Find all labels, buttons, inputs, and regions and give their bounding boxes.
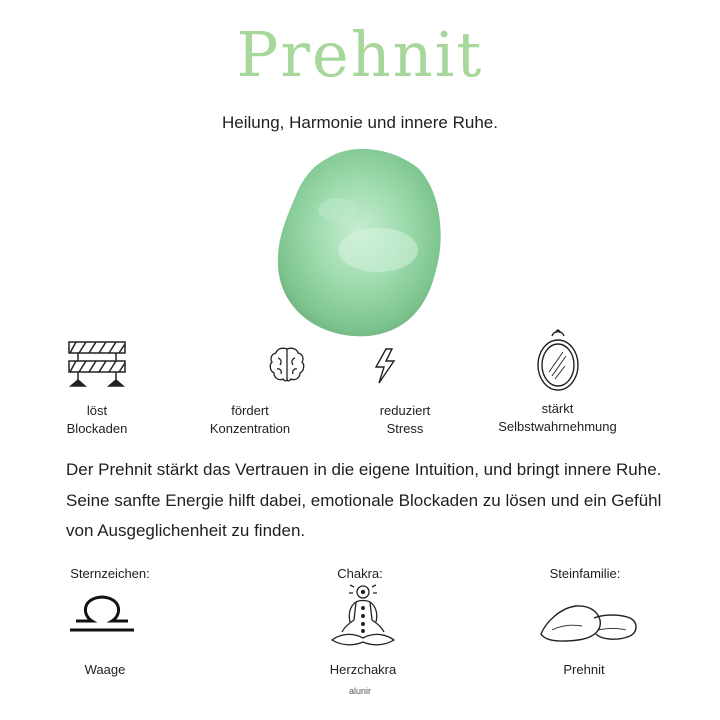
benefit-label: stärkt Selbstwahrnehmung — [498, 401, 617, 434]
mirror-icon — [535, 328, 581, 392]
brand-logo: alunir — [348, 686, 371, 696]
meditation-icon — [326, 584, 400, 654]
description-text: Der Prehnit stärkt das Vertrauen in die eigene Intuition, und bringt innere Ruhe. Seine sanfte Energie hilft dabei, emotionale Blockaden zu lösen und ein Gefühl von Ausgeglichenheit zu finden. — [66, 460, 662, 540]
stone-family-value: Prehnit — [563, 662, 605, 677]
zodiac-value: Waage — [84, 662, 126, 677]
prehnit-stone-image — [268, 140, 448, 340]
chakra-heading: Chakra: — [337, 566, 383, 581]
barrier-icon — [66, 340, 128, 388]
lightning-icon — [372, 348, 398, 384]
brain-icon — [268, 346, 306, 384]
page-title: Prehnit — [236, 18, 484, 91]
benefit-label: reduziert Stress — [379, 403, 431, 436]
libra-icon — [68, 590, 136, 634]
zodiac-heading: Sternzeichen: — [70, 566, 150, 581]
benefit-label: fördert Konzentration — [209, 403, 291, 436]
benefit-label: löst Blockaden — [66, 403, 128, 436]
chakra-value: Herzchakra — [329, 662, 397, 677]
stone-family-heading: Steinfamilie: — [549, 566, 621, 581]
stone-outline-icon — [538, 600, 640, 646]
page-subtitle: Heilung, Harmonie und innere Ruhe. — [222, 113, 498, 132]
